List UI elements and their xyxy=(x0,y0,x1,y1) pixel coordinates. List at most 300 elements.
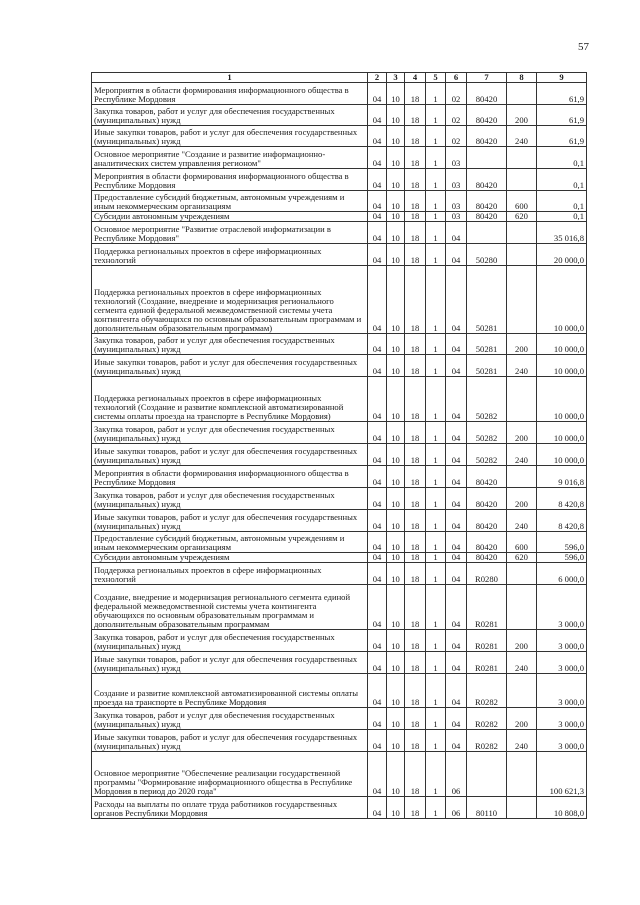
code-cell-c7 xyxy=(467,752,507,797)
code-cell-c6: 04 xyxy=(446,563,467,585)
code-cell-c2: 04 xyxy=(368,377,387,422)
code-cell-c6: 04 xyxy=(446,377,467,422)
code-cell-c8: 200 xyxy=(507,708,537,730)
code-cell-c6: 06 xyxy=(446,752,467,797)
code-cell-c3: 10 xyxy=(387,532,405,553)
code-cell-c9: 20 000,0 xyxy=(537,244,587,266)
code-cell-c5: 1 xyxy=(426,444,446,466)
code-cell-c5: 1 xyxy=(426,147,446,169)
code-cell-c3: 10 xyxy=(387,510,405,532)
code-cell-c6: 04 xyxy=(446,652,467,674)
code-cell-c7: R0281 xyxy=(467,630,507,652)
code-cell-c5: 1 xyxy=(426,212,446,222)
code-cell-c7: 80420 xyxy=(467,212,507,222)
code-cell-c7: 80420 xyxy=(467,105,507,126)
column-header: 9 xyxy=(537,73,587,83)
code-cell-c2: 04 xyxy=(368,674,387,708)
code-cell-c9: 61,9 xyxy=(537,126,587,147)
code-cell-c3: 10 xyxy=(387,422,405,444)
code-cell-c7: 80420 xyxy=(467,466,507,488)
column-header: 5 xyxy=(426,73,446,83)
code-cell-c6: 03 xyxy=(446,212,467,222)
code-cell-c6: 04 xyxy=(446,466,467,488)
code-cell-c7: 50281 xyxy=(467,334,507,355)
code-cell-c5: 1 xyxy=(426,730,446,752)
code-cell-c2: 04 xyxy=(368,532,387,553)
column-header: 3 xyxy=(387,73,405,83)
code-cell-c5: 1 xyxy=(426,377,446,422)
code-cell-c3: 10 xyxy=(387,266,405,334)
code-cell-c2: 04 xyxy=(368,244,387,266)
budget-table xyxy=(91,72,587,819)
code-cell-c7: 80420 xyxy=(467,488,507,510)
code-cell-c9: 10 000,0 xyxy=(537,422,587,444)
column-header: 8 xyxy=(507,73,537,83)
code-cell-c3: 10 xyxy=(387,244,405,266)
code-cell-c9: 3 000,0 xyxy=(537,708,587,730)
table-row xyxy=(92,553,587,563)
code-cell-c9: 8 420,8 xyxy=(537,488,587,510)
code-cell-c2: 04 xyxy=(368,126,387,147)
table-row xyxy=(92,244,587,266)
code-cell-c4: 18 xyxy=(405,488,426,510)
code-cell-c5: 1 xyxy=(426,266,446,334)
code-cell-c3: 10 xyxy=(387,126,405,147)
code-cell-c5: 1 xyxy=(426,466,446,488)
code-cell-c7: 50282 xyxy=(467,444,507,466)
code-cell-c4: 18 xyxy=(405,708,426,730)
column-header: 1 xyxy=(92,73,368,83)
code-cell-c8: 240 xyxy=(507,444,537,466)
code-cell-c9: 35 016,8 xyxy=(537,222,587,244)
table-row xyxy=(92,730,587,752)
code-cell-c9: 61,9 xyxy=(537,83,587,105)
column-header: 7 xyxy=(467,73,507,83)
code-cell-c6: 04 xyxy=(446,488,467,510)
code-cell-c7: R0282 xyxy=(467,730,507,752)
table-row xyxy=(92,652,587,674)
code-cell-c6: 04 xyxy=(446,244,467,266)
code-cell-c5: 1 xyxy=(426,585,446,630)
code-cell-c9: 0,1 xyxy=(537,169,587,191)
code-cell-c2: 04 xyxy=(368,563,387,585)
code-cell-c8 xyxy=(507,169,537,191)
code-cell-c6: 04 xyxy=(446,510,467,532)
code-cell-c2: 04 xyxy=(368,630,387,652)
table-row xyxy=(92,83,587,105)
code-cell-c3: 10 xyxy=(387,585,405,630)
code-cell-c8: 240 xyxy=(507,355,537,377)
code-cell-c9: 10 000,0 xyxy=(537,444,587,466)
code-cell-c5: 1 xyxy=(426,191,446,212)
code-cell-c7: 80420 xyxy=(467,510,507,532)
code-cell-c7: R0282 xyxy=(467,708,507,730)
code-cell-c9: 10 000,0 xyxy=(537,334,587,355)
code-cell-c9: 596,0 xyxy=(537,532,587,553)
code-cell-c3: 10 xyxy=(387,730,405,752)
code-cell-c7: R0281 xyxy=(467,652,507,674)
code-cell-c8: 200 xyxy=(507,334,537,355)
row-name-cell: Закупка товаров, работ и услуг для обеспечения государственных (муниципальных) нужд xyxy=(92,422,368,444)
code-cell-c9: 10 808,0 xyxy=(537,797,587,819)
code-cell-c4: 18 xyxy=(405,334,426,355)
code-cell-c6: 04 xyxy=(446,222,467,244)
table-row xyxy=(92,752,587,797)
code-cell-c7: 80420 xyxy=(467,191,507,212)
table-row xyxy=(92,466,587,488)
code-cell-c7: 80110 xyxy=(467,797,507,819)
row-name-cell: Закупка товаров, работ и услуг для обеспечения государственных (муниципальных) нужд xyxy=(92,630,368,652)
row-name-cell: Закупка товаров, работ и услуг для обеспечения государственных (муниципальных) нужд xyxy=(92,334,368,355)
code-cell-c8: 240 xyxy=(507,730,537,752)
code-cell-c2: 04 xyxy=(368,334,387,355)
code-cell-c4: 18 xyxy=(405,630,426,652)
column-header: 4 xyxy=(405,73,426,83)
code-cell-c8: 600 xyxy=(507,532,537,553)
code-cell-c8 xyxy=(507,266,537,334)
code-cell-c4: 18 xyxy=(405,422,426,444)
code-cell-c7: R0280 xyxy=(467,563,507,585)
code-cell-c8: 620 xyxy=(507,553,537,563)
code-cell-c9: 0,1 xyxy=(537,147,587,169)
code-cell-c7: R0281 xyxy=(467,585,507,630)
code-cell-c2: 04 xyxy=(368,422,387,444)
code-cell-c4: 18 xyxy=(405,212,426,222)
table-row xyxy=(92,708,587,730)
code-cell-c3: 10 xyxy=(387,553,405,563)
table-row xyxy=(92,377,587,422)
code-cell-c4: 18 xyxy=(405,222,426,244)
code-cell-c8: 620 xyxy=(507,212,537,222)
code-cell-c5: 1 xyxy=(426,652,446,674)
code-cell-c7 xyxy=(467,222,507,244)
code-cell-c6: 04 xyxy=(446,708,467,730)
row-name-cell: Поддержка региональных проектов в сфере информационных технологий xyxy=(92,244,368,266)
code-cell-c5: 1 xyxy=(426,126,446,147)
code-cell-c5: 1 xyxy=(426,674,446,708)
code-cell-c9: 0,1 xyxy=(537,191,587,212)
code-cell-c5: 1 xyxy=(426,244,446,266)
table-row xyxy=(92,488,587,510)
table-row xyxy=(92,444,587,466)
code-cell-c4: 18 xyxy=(405,83,426,105)
row-name-cell: Основное мероприятие "Обеспечение реализации государственной программы "Формирование информационного общества в Республике Мордовия в период до 2020 года" xyxy=(92,752,368,797)
row-name-cell: Закупка товаров, работ и услуг для обеспечения государственных (муниципальных) нужд xyxy=(92,488,368,510)
code-cell-c3: 10 xyxy=(387,212,405,222)
code-cell-c4: 18 xyxy=(405,377,426,422)
code-cell-c6: 04 xyxy=(446,553,467,563)
code-cell-c4: 18 xyxy=(405,510,426,532)
code-cell-c2: 04 xyxy=(368,212,387,222)
code-cell-c5: 1 xyxy=(426,563,446,585)
code-cell-c3: 10 xyxy=(387,630,405,652)
code-cell-c4: 18 xyxy=(405,244,426,266)
code-cell-c2: 04 xyxy=(368,266,387,334)
table-row xyxy=(92,105,587,126)
code-cell-c4: 18 xyxy=(405,191,426,212)
code-cell-c3: 10 xyxy=(387,444,405,466)
code-cell-c3: 10 xyxy=(387,83,405,105)
table-row xyxy=(92,126,587,147)
code-cell-c6: 04 xyxy=(446,730,467,752)
table-row xyxy=(92,266,587,334)
column-header: 2 xyxy=(368,73,387,83)
code-cell-c5: 1 xyxy=(426,488,446,510)
row-name-cell: Мероприятия в области формирования информационного общества в Республике Мордовия xyxy=(92,83,368,105)
code-cell-c3: 10 xyxy=(387,222,405,244)
code-cell-c5: 1 xyxy=(426,334,446,355)
code-cell-c9: 3 000,0 xyxy=(537,730,587,752)
table-row xyxy=(92,334,587,355)
code-cell-c7: 50281 xyxy=(467,355,507,377)
code-cell-c7: 50281 xyxy=(467,266,507,334)
code-cell-c3: 10 xyxy=(387,355,405,377)
code-cell-c9: 10 000,0 xyxy=(537,377,587,422)
code-cell-c5: 1 xyxy=(426,83,446,105)
code-cell-c8 xyxy=(507,244,537,266)
code-cell-c2: 04 xyxy=(368,105,387,126)
code-cell-c2: 04 xyxy=(368,488,387,510)
code-cell-c9: 100 621,3 xyxy=(537,752,587,797)
code-cell-c3: 10 xyxy=(387,674,405,708)
code-cell-c3: 10 xyxy=(387,147,405,169)
table-row xyxy=(92,355,587,377)
code-cell-c2: 04 xyxy=(368,585,387,630)
code-cell-c9: 10 000,0 xyxy=(537,355,587,377)
code-cell-c4: 18 xyxy=(405,466,426,488)
row-name-cell: Основное мероприятие "Создание и развитие информационно-аналитических систем управления регионом" xyxy=(92,147,368,169)
code-cell-c9: 10 000,0 xyxy=(537,266,587,334)
code-cell-c3: 10 xyxy=(387,797,405,819)
row-name-cell: Создание и развитие комплексной автоматизированной системы оплаты проезда на транспорте в Республике Мордовия xyxy=(92,674,368,708)
row-name-cell: Поддержка региональных проектов в сфере информационных технологий (Создание, внедрение и модернизация регионального сегмента единой федеральной межведомственной системы учета контингента обучающихся по основным образовательным программам и дополнительным образовательным программам) xyxy=(92,266,368,334)
code-cell-c3: 10 xyxy=(387,708,405,730)
code-cell-c8: 240 xyxy=(507,510,537,532)
code-cell-c6: 04 xyxy=(446,334,467,355)
code-cell-c4: 18 xyxy=(405,169,426,191)
code-cell-c5: 1 xyxy=(426,532,446,553)
code-cell-c3: 10 xyxy=(387,105,405,126)
code-cell-c2: 04 xyxy=(368,797,387,819)
page-number: 57 xyxy=(578,41,589,53)
row-name-cell: Поддержка региональных проектов в сфере информационных технологий xyxy=(92,563,368,585)
code-cell-c6: 04 xyxy=(446,630,467,652)
code-cell-c5: 1 xyxy=(426,222,446,244)
row-name-cell: Создание, внедрение и модернизация регионального сегмента единой федеральной межведомственной системы учета контингента обучающихся по основным образовательным программам и дополнительным образовательным программам xyxy=(92,585,368,630)
code-cell-c2: 04 xyxy=(368,83,387,105)
code-cell-c2: 04 xyxy=(368,466,387,488)
code-cell-c6: 02 xyxy=(446,126,467,147)
row-name-cell: Основное мероприятие "Развитие отраслевой информатизации в Республике Мордовия" xyxy=(92,222,368,244)
code-cell-c8: 200 xyxy=(507,105,537,126)
code-cell-c6: 02 xyxy=(446,105,467,126)
code-cell-c9: 8 420,8 xyxy=(537,510,587,532)
code-cell-c9: 596,0 xyxy=(537,553,587,563)
code-cell-c6: 03 xyxy=(446,191,467,212)
code-cell-c3: 10 xyxy=(387,169,405,191)
row-name-cell: Расходы на выплаты по оплате труда работников государственных органов Республики Мордовия xyxy=(92,797,368,819)
code-cell-c6: 03 xyxy=(446,147,467,169)
code-cell-c4: 18 xyxy=(405,652,426,674)
row-name-cell: Иные закупки товаров, работ и услуг для обеспечения государственных (муниципальных) нужд xyxy=(92,510,368,532)
code-cell-c4: 18 xyxy=(405,730,426,752)
code-cell-c2: 04 xyxy=(368,553,387,563)
code-cell-c6: 04 xyxy=(446,674,467,708)
code-cell-c7: 80420 xyxy=(467,169,507,191)
code-cell-c7 xyxy=(467,147,507,169)
code-cell-c8 xyxy=(507,563,537,585)
code-cell-c5: 1 xyxy=(426,510,446,532)
code-cell-c5: 1 xyxy=(426,553,446,563)
code-cell-c7: 50280 xyxy=(467,244,507,266)
code-cell-c9: 3 000,0 xyxy=(537,630,587,652)
code-cell-c2: 04 xyxy=(368,355,387,377)
code-cell-c9: 3 000,0 xyxy=(537,674,587,708)
code-cell-c4: 18 xyxy=(405,752,426,797)
code-cell-c8: 200 xyxy=(507,422,537,444)
code-cell-c7: R0282 xyxy=(467,674,507,708)
code-cell-c6: 04 xyxy=(446,422,467,444)
table-row xyxy=(92,797,587,819)
code-cell-c3: 10 xyxy=(387,652,405,674)
code-cell-c8: 200 xyxy=(507,488,537,510)
code-cell-c8: 200 xyxy=(507,630,537,652)
row-name-cell: Мероприятия в области формирования информационного общества в Республике Мордовия xyxy=(92,169,368,191)
code-cell-c6: 03 xyxy=(446,169,467,191)
table-row xyxy=(92,585,587,630)
row-name-cell: Субсидии автономным учреждениям xyxy=(92,212,368,222)
code-cell-c2: 04 xyxy=(368,708,387,730)
row-name-cell: Иные закупки товаров, работ и услуг для обеспечения государственных (муниципальных) нужд xyxy=(92,126,368,147)
code-cell-c4: 18 xyxy=(405,585,426,630)
table-row xyxy=(92,169,587,191)
table-row xyxy=(92,563,587,585)
table-row xyxy=(92,422,587,444)
code-cell-c4: 18 xyxy=(405,355,426,377)
code-cell-c8 xyxy=(507,222,537,244)
code-cell-c4: 18 xyxy=(405,674,426,708)
row-name-cell: Предоставление субсидий бюджетным, автономным учреждениям и иным некоммерческим организациям xyxy=(92,532,368,553)
code-cell-c5: 1 xyxy=(426,630,446,652)
row-name-cell: Закупка товаров, работ и услуг для обеспечения государственных (муниципальных) нужд xyxy=(92,105,368,126)
code-cell-c6: 04 xyxy=(446,266,467,334)
column-header: 6 xyxy=(446,73,467,83)
code-cell-c5: 1 xyxy=(426,708,446,730)
code-cell-c7: 80420 xyxy=(467,532,507,553)
code-cell-c7: 80420 xyxy=(467,126,507,147)
code-cell-c5: 1 xyxy=(426,752,446,797)
code-cell-c3: 10 xyxy=(387,563,405,585)
code-cell-c6: 04 xyxy=(446,585,467,630)
table-row xyxy=(92,191,587,212)
table-row xyxy=(92,147,587,169)
code-cell-c3: 10 xyxy=(387,377,405,422)
code-cell-c2: 04 xyxy=(368,730,387,752)
header-row xyxy=(92,73,587,83)
code-cell-c9: 3 000,0 xyxy=(537,585,587,630)
code-cell-c8 xyxy=(507,147,537,169)
code-cell-c5: 1 xyxy=(426,355,446,377)
table-row xyxy=(92,510,587,532)
code-cell-c8 xyxy=(507,752,537,797)
row-name-cell: Закупка товаров, работ и услуг для обеспечения государственных (муниципальных) нужд xyxy=(92,708,368,730)
code-cell-c9: 6 000,0 xyxy=(537,563,587,585)
code-cell-c4: 18 xyxy=(405,126,426,147)
row-name-cell: Мероприятия в области формирования информационного общества в Республике Мордовия xyxy=(92,466,368,488)
code-cell-c6: 04 xyxy=(446,355,467,377)
code-cell-c3: 10 xyxy=(387,334,405,355)
code-cell-c8 xyxy=(507,83,537,105)
code-cell-c2: 04 xyxy=(368,169,387,191)
code-cell-c8 xyxy=(507,797,537,819)
code-cell-c3: 10 xyxy=(387,488,405,510)
code-cell-c9: 61,9 xyxy=(537,105,587,126)
code-cell-c7: 50282 xyxy=(467,422,507,444)
row-name-cell: Иные закупки товаров, работ и услуг для обеспечения государственных (муниципальных) нужд xyxy=(92,730,368,752)
row-name-cell: Поддержка региональных проектов в сфере информационных технологий (Создание и развитие комплексной автоматизированной системы оплаты проезда на транспорте в Республике Мордовия) xyxy=(92,377,368,422)
code-cell-c9: 9 016,8 xyxy=(537,466,587,488)
code-cell-c5: 1 xyxy=(426,797,446,819)
code-cell-c8: 240 xyxy=(507,652,537,674)
code-cell-c2: 04 xyxy=(368,652,387,674)
table-row xyxy=(92,532,587,553)
code-cell-c8 xyxy=(507,585,537,630)
code-cell-c4: 18 xyxy=(405,797,426,819)
code-cell-c8: 600 xyxy=(507,191,537,212)
code-cell-c3: 10 xyxy=(387,191,405,212)
code-cell-c2: 04 xyxy=(368,752,387,797)
row-name-cell: Субсидии автономным учреждениям xyxy=(92,553,368,563)
code-cell-c8 xyxy=(507,466,537,488)
code-cell-c9: 3 000,0 xyxy=(537,652,587,674)
code-cell-c4: 18 xyxy=(405,147,426,169)
code-cell-c5: 1 xyxy=(426,422,446,444)
row-name-cell: Иные закупки товаров, работ и услуг для обеспечения государственных (муниципальных) нужд xyxy=(92,652,368,674)
code-cell-c2: 04 xyxy=(368,147,387,169)
code-cell-c4: 18 xyxy=(405,266,426,334)
code-cell-c7: 80420 xyxy=(467,553,507,563)
code-cell-c2: 04 xyxy=(368,222,387,244)
row-name-cell: Иные закупки товаров, работ и услуг для обеспечения государственных (муниципальных) нужд xyxy=(92,355,368,377)
row-name-cell: Предоставление субсидий бюджетным, автономным учреждениям и иным некоммерческим организациям xyxy=(92,191,368,212)
code-cell-c9: 0,1 xyxy=(537,212,587,222)
table-row xyxy=(92,222,587,244)
code-cell-c8 xyxy=(507,377,537,422)
code-cell-c5: 1 xyxy=(426,105,446,126)
code-cell-c6: 06 xyxy=(446,797,467,819)
table-row xyxy=(92,674,587,708)
row-name-cell: Иные закупки товаров, работ и услуг для обеспечения государственных (муниципальных) нужд xyxy=(92,444,368,466)
code-cell-c7: 80420 xyxy=(467,83,507,105)
code-cell-c6: 04 xyxy=(446,444,467,466)
code-cell-c2: 04 xyxy=(368,444,387,466)
code-cell-c4: 18 xyxy=(405,105,426,126)
table-row xyxy=(92,212,587,222)
code-cell-c8 xyxy=(507,674,537,708)
code-cell-c6: 04 xyxy=(446,532,467,553)
code-cell-c4: 18 xyxy=(405,444,426,466)
code-cell-c8: 240 xyxy=(507,126,537,147)
code-cell-c6: 02 xyxy=(446,83,467,105)
table-row xyxy=(92,630,587,652)
code-cell-c2: 04 xyxy=(368,191,387,212)
code-cell-c5: 1 xyxy=(426,169,446,191)
code-cell-c3: 10 xyxy=(387,752,405,797)
code-cell-c4: 18 xyxy=(405,553,426,563)
code-cell-c2: 04 xyxy=(368,510,387,532)
code-cell-c7: 50282 xyxy=(467,377,507,422)
code-cell-c3: 10 xyxy=(387,466,405,488)
